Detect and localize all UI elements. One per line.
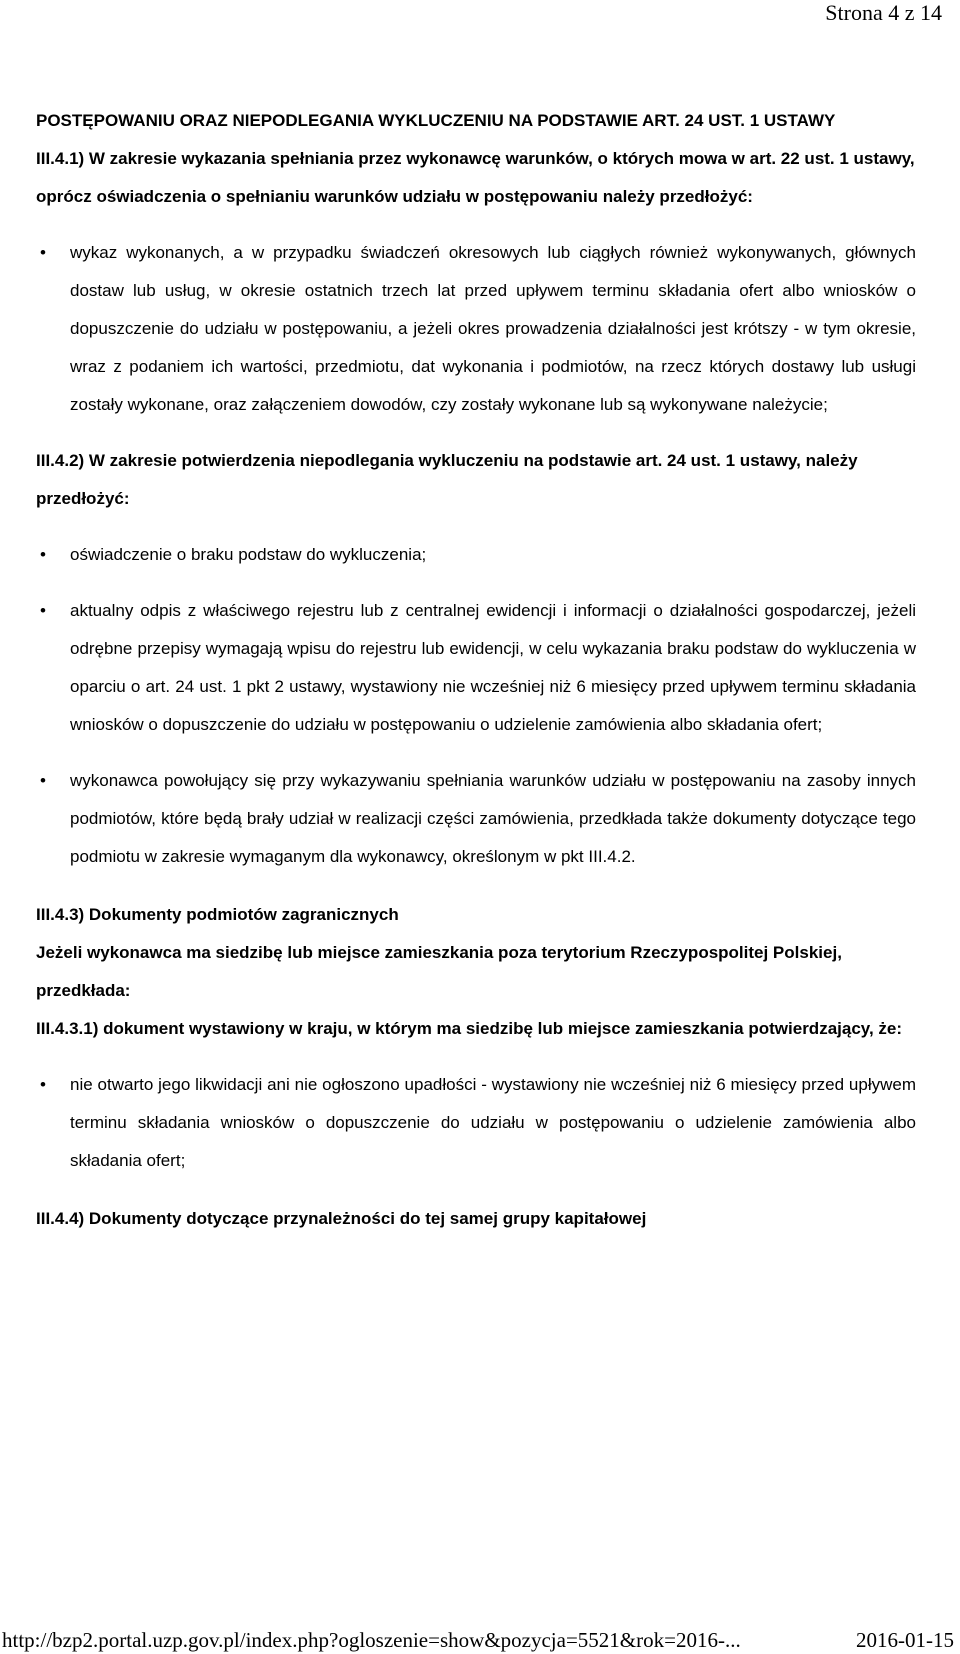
section-title-iii-4-1: III.4.1) W zakresie wykazania spełniania przez wykonawcę warunków, o których mowa w art. 22 ust. 1 ustawy, oprócz oświadczenia o spełnianiu warunków udziału w postępowaniu należy przedłożyć: (36, 149, 915, 206)
bullet-icon: • (40, 243, 46, 262)
section-list-iii-4-2 (36, 536, 916, 876)
section-title-iii-4-2: III.4.2) W zakresie potwierdzenia niepodlegania wykluczeniu na podstawie art. 24 ust. 1 ustawy, należy przedłożyć: (36, 451, 858, 508)
subsection-title-iii-4-3-1: III.4.3.1) dokument wystawiony w kraju, w którym ma siedzibę lub miejsce zamieszkania potwierdzający, że: (36, 1019, 903, 1038)
bullet-icon: • (40, 1075, 46, 1094)
bullet-icon: • (40, 545, 46, 564)
list-item (36, 592, 916, 744)
list-item (36, 762, 916, 876)
bullet-icon: • (40, 601, 46, 620)
section-list-iii-4-1 (36, 234, 916, 424)
section-title-iii-4-4: III.4.4) Dokumenty dotyczące przynależności do tej samej grupy kapitałowej (36, 1209, 647, 1228)
bullet-icon: • (40, 771, 46, 790)
section-subtitle-iii-4-3: Jeżeli wykonawca ma siedzibę lub miejsce zamieszkania poza terytorium Rzeczypospolitej Polskiej, przedkłada: (36, 943, 842, 1000)
footer-url: http://bzp2.portal.uzp.gov.pl/index.php?ogloszenie=show&pozycja=5521&rok=2016-... (2, 1628, 741, 1652)
list-item-text: wykaz wykonanych, a w przypadku świadczeń okresowych lub ciągłych również wykonywanych, głównych dostaw lub usług, w okresie ostatnich trzech lat przed upływem terminu składania ofert albo wniosków o dopuszczenie do udziału w postępowaniu, a jeżeli okres prowadzenia działalności jest krótszy - w tym okresie, wraz z podaniem ich wartości, przedmiotu, dat wykonania i podmiotów, na rzecz których dostawy lub usługi zostały wykonane, oraz załączeniem dowodów, czy zostały wykonane lub są wykonywane należycie; (70, 243, 916, 414)
list-item (36, 536, 916, 574)
list-item-text: wykonawca powołujący się przy wykazywaniu spełniania warunków udziału w postępowaniu na zasoby innych podmiotów, które będą brały udział w realizacji części zamówienia, przedkłada także dokumenty dotyczące tego podmiotu w zakresie wymaganym dla wykonawcy, określonym w pkt III.4.2. (70, 771, 916, 866)
list-item (36, 234, 916, 424)
page-footer (0, 1626, 960, 1654)
list-item-text: aktualny odpis z właściwego rejestru lub z centralnej ewidencji i informacji o działalności gospodarczej, jeżeli odrębne przepisy wymagają wpisu do rejestru lub ewidencji, w celu wykazania braku podstaw do wykluczenia w oparciu o art. 24 ust. 1 pkt 2 ustawy, wystawiony nie wcześniej niż 6 miesięcy przed upływem terminu składania wniosków o dopuszczenie do udziału w postępowaniu o udzielenie zamówienia albo składania ofert; (70, 601, 916, 734)
document-body (36, 102, 916, 1238)
list-item (36, 1066, 916, 1180)
footer-date: 2016-01-15 (856, 1628, 954, 1652)
document-heading: POSTĘPOWANIU ORAZ NIEPODLEGANIA WYKLUCZENIU NA PODSTAWIE ART. 24 UST. 1 USTAWY (36, 111, 836, 130)
subsection-list-iii-4-3-1 (36, 1066, 916, 1180)
list-item-text: oświadczenie o braku podstaw do wykluczenia; (70, 545, 427, 564)
list-item-text: nie otwarto jego likwidacji ani nie ogłoszono upadłości - wystawiony nie wcześniej niż 6 miesięcy przed upływem terminu składania wniosków o dopuszczenie do udziału w postępowaniu o udzielenie zamówienia albo składania ofert; (70, 1075, 916, 1170)
page-number: Strona 4 z 14 (825, 0, 942, 25)
section-title-iii-4-3: III.4.3) Dokumenty podmiotów zagranicznych (36, 905, 399, 924)
